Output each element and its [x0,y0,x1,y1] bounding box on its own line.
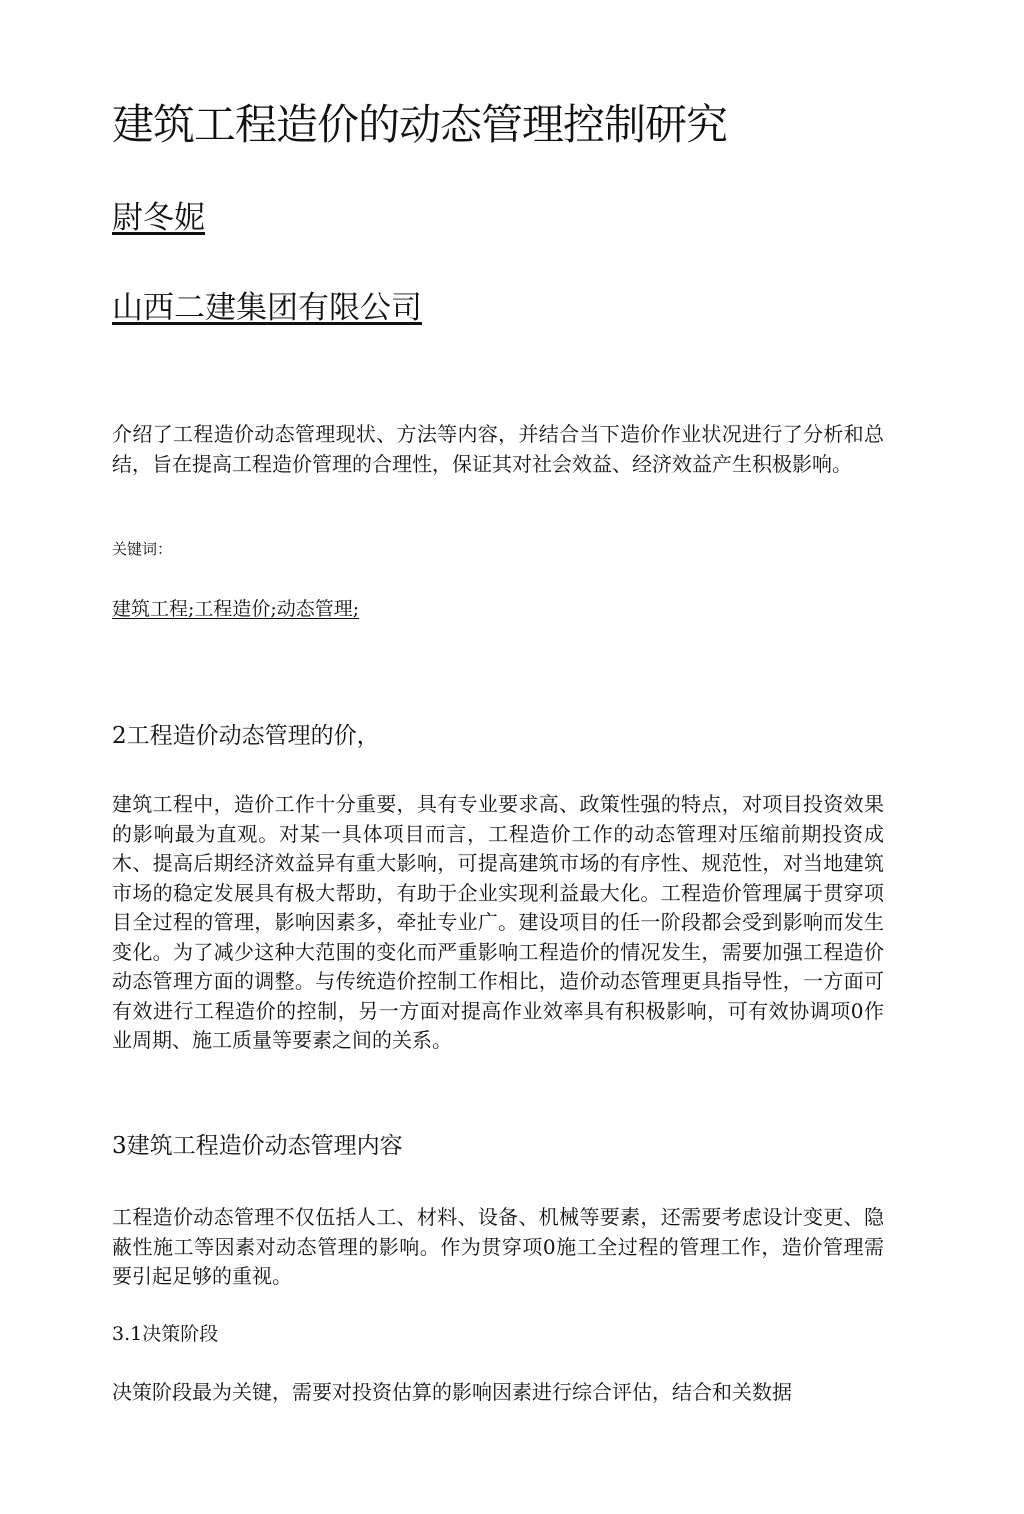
keywords-label: 关键词： [112,540,173,558]
section-heading: 3建筑工程造价动态管理内容 [112,1133,403,1159]
subsection-heading: 3.1决策阶段 [112,1323,219,1345]
section-body: 建筑工程中，造价工作十分重要，具有专业要求高、政策性强的特点，对项目投资效果的影响最为直观。对某一具体项目而言，工程造价工作的动态管理对压缩前期投资成木、提高后期经济效益异有重大影响，可提高建筑市场的有序性、规范性，对当地建筑市场的稳定发展具有极大帮助，有助于企业实现利益最大化。工程造价管理属于贯穿项目全过程的管理，影响因素多，牵扯专业广。建设项目的任一阶段都会受到影响而发生变化。为了减少这种大范围的变化而严重影响工程造价的情况发生，需要加强工程造价动态管理方面的调整。与传统造价控制工作相比，造价动态管理更具指导性，一方面可有效进行工程造价的控制，另一方面对提高作业效率具有积极影响，可有效协调项0作业周期、施工质量等要素之间的关系。 [112,792,884,1052]
keywords-list[interactable]: 建筑工程;工程造价;动态管理; [112,598,360,620]
document-title: 建筑工程造价的动态管理控制研究 [112,100,728,149]
subsection-body: 决策阶段最为关键，需要对投资估算的影响因素进行综合评估，结合和关数据 [112,1380,792,1404]
section-heading: 2工程造价动态管理的价， [112,723,380,749]
abstract-text: 介绍了工程造价动态管理现状、方法等内容，并结合当下造价作业状况进行了分析和总结，旨在提高工程造价管理的合理性，保证其对社会效益、经济效益产生积极影响。 [112,422,884,476]
author-name[interactable]: 尉冬妮 [112,200,205,236]
author-affiliation[interactable]: 山西二建集团有限公司 [112,290,422,326]
section-body: 工程造价动态管理不仅伍括人工、材料、设备、机械等要素，还需要考虑设计变更、隐蔽性施工等因素对动态管理的影响。作为贯穿项0施工全过程的管理工作，造价管理需要引起足够的重视。 [112,1205,884,1288]
